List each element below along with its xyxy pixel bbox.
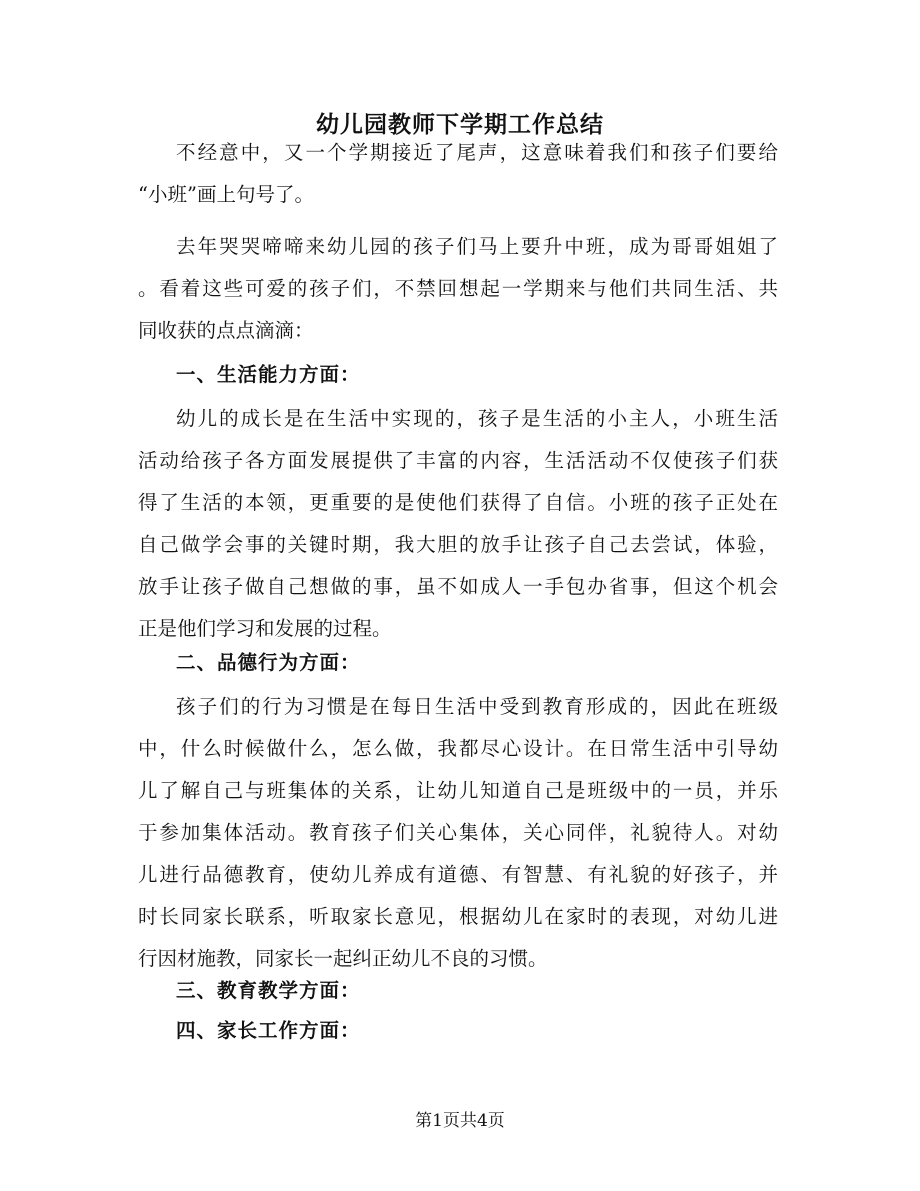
paragraph-line: 自己做学会事的关键时期，我大胆的放手让孩子自己去尝试，体验， (138, 533, 778, 556)
paragraph-line: 。看着这些可爱的孩子们，不禁回想起一学期来与他们共同生活、共 (138, 277, 778, 300)
paragraph-line: 正是他们学习和发展的过程。 (138, 617, 392, 640)
paragraph-line: 幼儿的成长是在生活中实现的，孩子是生活的小主人，小班生活 (176, 407, 778, 430)
paragraph-line: 于参加集体活动。教育孩子们关心集体，关心同伴，礼貌待人。对幼 (138, 821, 778, 844)
paragraph-line: 孩子们的行为习惯是在每日生活中受到教育形成的，因此在班级 (176, 695, 778, 718)
paragraph-line: 时长同家长联系，听取家长意见，根据幼儿在家时的表现，对幼儿进 (138, 905, 778, 928)
paragraph-line: 活动给孩子各方面发展提供了丰富的内容，生活活动不仅使孩子们获 (138, 449, 778, 472)
paragraph-line: 放手让孩子做自己想做的事，虽不如成人一手包办省事，但这个机会 (138, 575, 778, 598)
paragraph-line: 得了生活的本领，更重要的是使他们获得了自信。小班的孩子正处在 (138, 491, 778, 514)
section-heading: 二、品德行为方面： (176, 651, 361, 674)
paragraph-line: 儿了解自己与班集体的关系，让幼儿知道自己是班级中的一员，并乐 (138, 779, 778, 802)
section-heading: 三、教育教学方面： (176, 979, 361, 1002)
paragraph-line: 不经意中，又一个学期接近了尾声，这意味着我们和孩子们要给 (176, 141, 778, 164)
page-number: 第1页共4页 (415, 1111, 505, 1131)
paragraph-line: 同收获的点点滴滴： (138, 319, 314, 342)
section-heading: 一、生活能力方面： (176, 363, 361, 386)
paragraph-line: “小班”画上句号了。 (138, 183, 314, 206)
paragraph-line: 儿进行品德教育，使幼儿养成有道德、有智慧、有礼貌的好孩子，并 (138, 863, 778, 886)
section-heading: 四、家长工作方面： (176, 1019, 361, 1042)
paragraph-line: 去年哭哭啼啼来幼儿园的孩子们马上要升中班，成为哥哥姐姐了 (176, 235, 778, 258)
paragraph-line: 行因材施教，同家长一起纠正幼儿不良的习惯。 (138, 947, 548, 970)
paragraph-line: 中，什么时候做什么，怎么做，我都尽心设计。在日常生活中引导幼 (138, 737, 778, 760)
document-title: 幼儿园教师下学期工作总结 (316, 112, 604, 138)
